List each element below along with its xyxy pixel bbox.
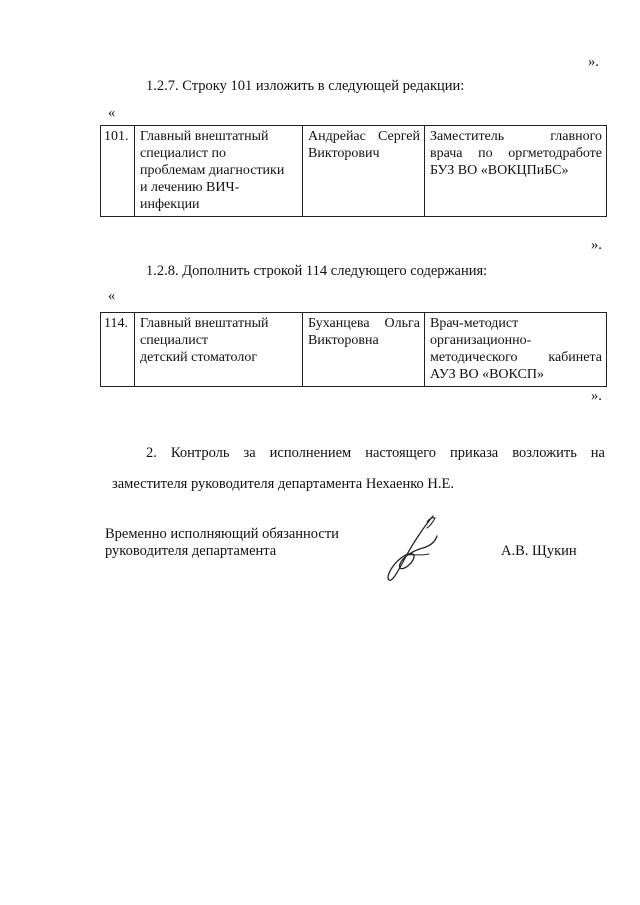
signer-title-line-1: Временно исполняющий обязанности bbox=[105, 526, 339, 542]
name-line: Андрейас Сергей bbox=[308, 129, 420, 144]
position-line: Главный внештатный bbox=[140, 316, 269, 331]
row-114-table bbox=[100, 312, 607, 387]
position-cell bbox=[135, 313, 303, 387]
job-cell bbox=[425, 126, 607, 217]
row-number: 114. bbox=[101, 313, 135, 387]
name-line: Викторовна bbox=[308, 333, 379, 348]
job-line: Врач-методист bbox=[430, 316, 519, 331]
position-cell bbox=[135, 126, 303, 217]
opening-quote: « bbox=[108, 288, 116, 304]
closing-quote-top: ». bbox=[588, 54, 599, 70]
job-line: БУЗ ВО «ВОКЦПиБС» bbox=[430, 163, 569, 178]
paragraph-2: 2. Контроль за исполнением настоящего приказа возложить на заместителя руководителя департамента Нехаенко Н.Е. bbox=[112, 445, 605, 492]
name-cell bbox=[303, 313, 425, 387]
job-line: Заместитель главного bbox=[430, 129, 602, 144]
position-line: и лечению ВИЧ- bbox=[140, 180, 240, 195]
clause-1-2-7: 1.2.7. Строку 101 изложить в следующей редакции: bbox=[146, 78, 465, 94]
table-row bbox=[101, 126, 607, 217]
position-line: специалист bbox=[140, 333, 209, 348]
handwritten-signature bbox=[375, 510, 455, 590]
signer-name: А.В. Щукин bbox=[501, 543, 577, 559]
opening-quote: « bbox=[108, 105, 116, 121]
job-line: врача по оргметодработе bbox=[430, 146, 602, 161]
name-line: Буханцева Ольга bbox=[308, 316, 420, 331]
position-line: специалист по bbox=[140, 146, 227, 161]
row-number: 101. bbox=[101, 126, 135, 217]
position-line: детский стоматолог bbox=[140, 350, 258, 365]
table-row bbox=[101, 313, 607, 387]
job-cell bbox=[425, 313, 607, 387]
signer-title-line-2: руководителя департамента bbox=[105, 543, 277, 559]
job-line: АУЗ ВО «ВОКСП» bbox=[430, 367, 544, 382]
closing-quote: ». bbox=[591, 237, 602, 253]
position-line: проблемам диагностики bbox=[140, 163, 285, 178]
job-line: методического кабинета bbox=[430, 350, 602, 365]
row-101-table bbox=[100, 125, 607, 217]
clause-1-2-8: 1.2.8. Дополнить строкой 114 следующего содержания: bbox=[146, 263, 488, 279]
position-line: Главный внештатный bbox=[140, 129, 269, 144]
closing-quote: ». bbox=[591, 388, 602, 404]
position-line: инфекции bbox=[140, 197, 200, 212]
name-line: Викторович bbox=[308, 146, 380, 161]
job-line: организационно- bbox=[430, 333, 532, 348]
name-cell bbox=[303, 126, 425, 217]
